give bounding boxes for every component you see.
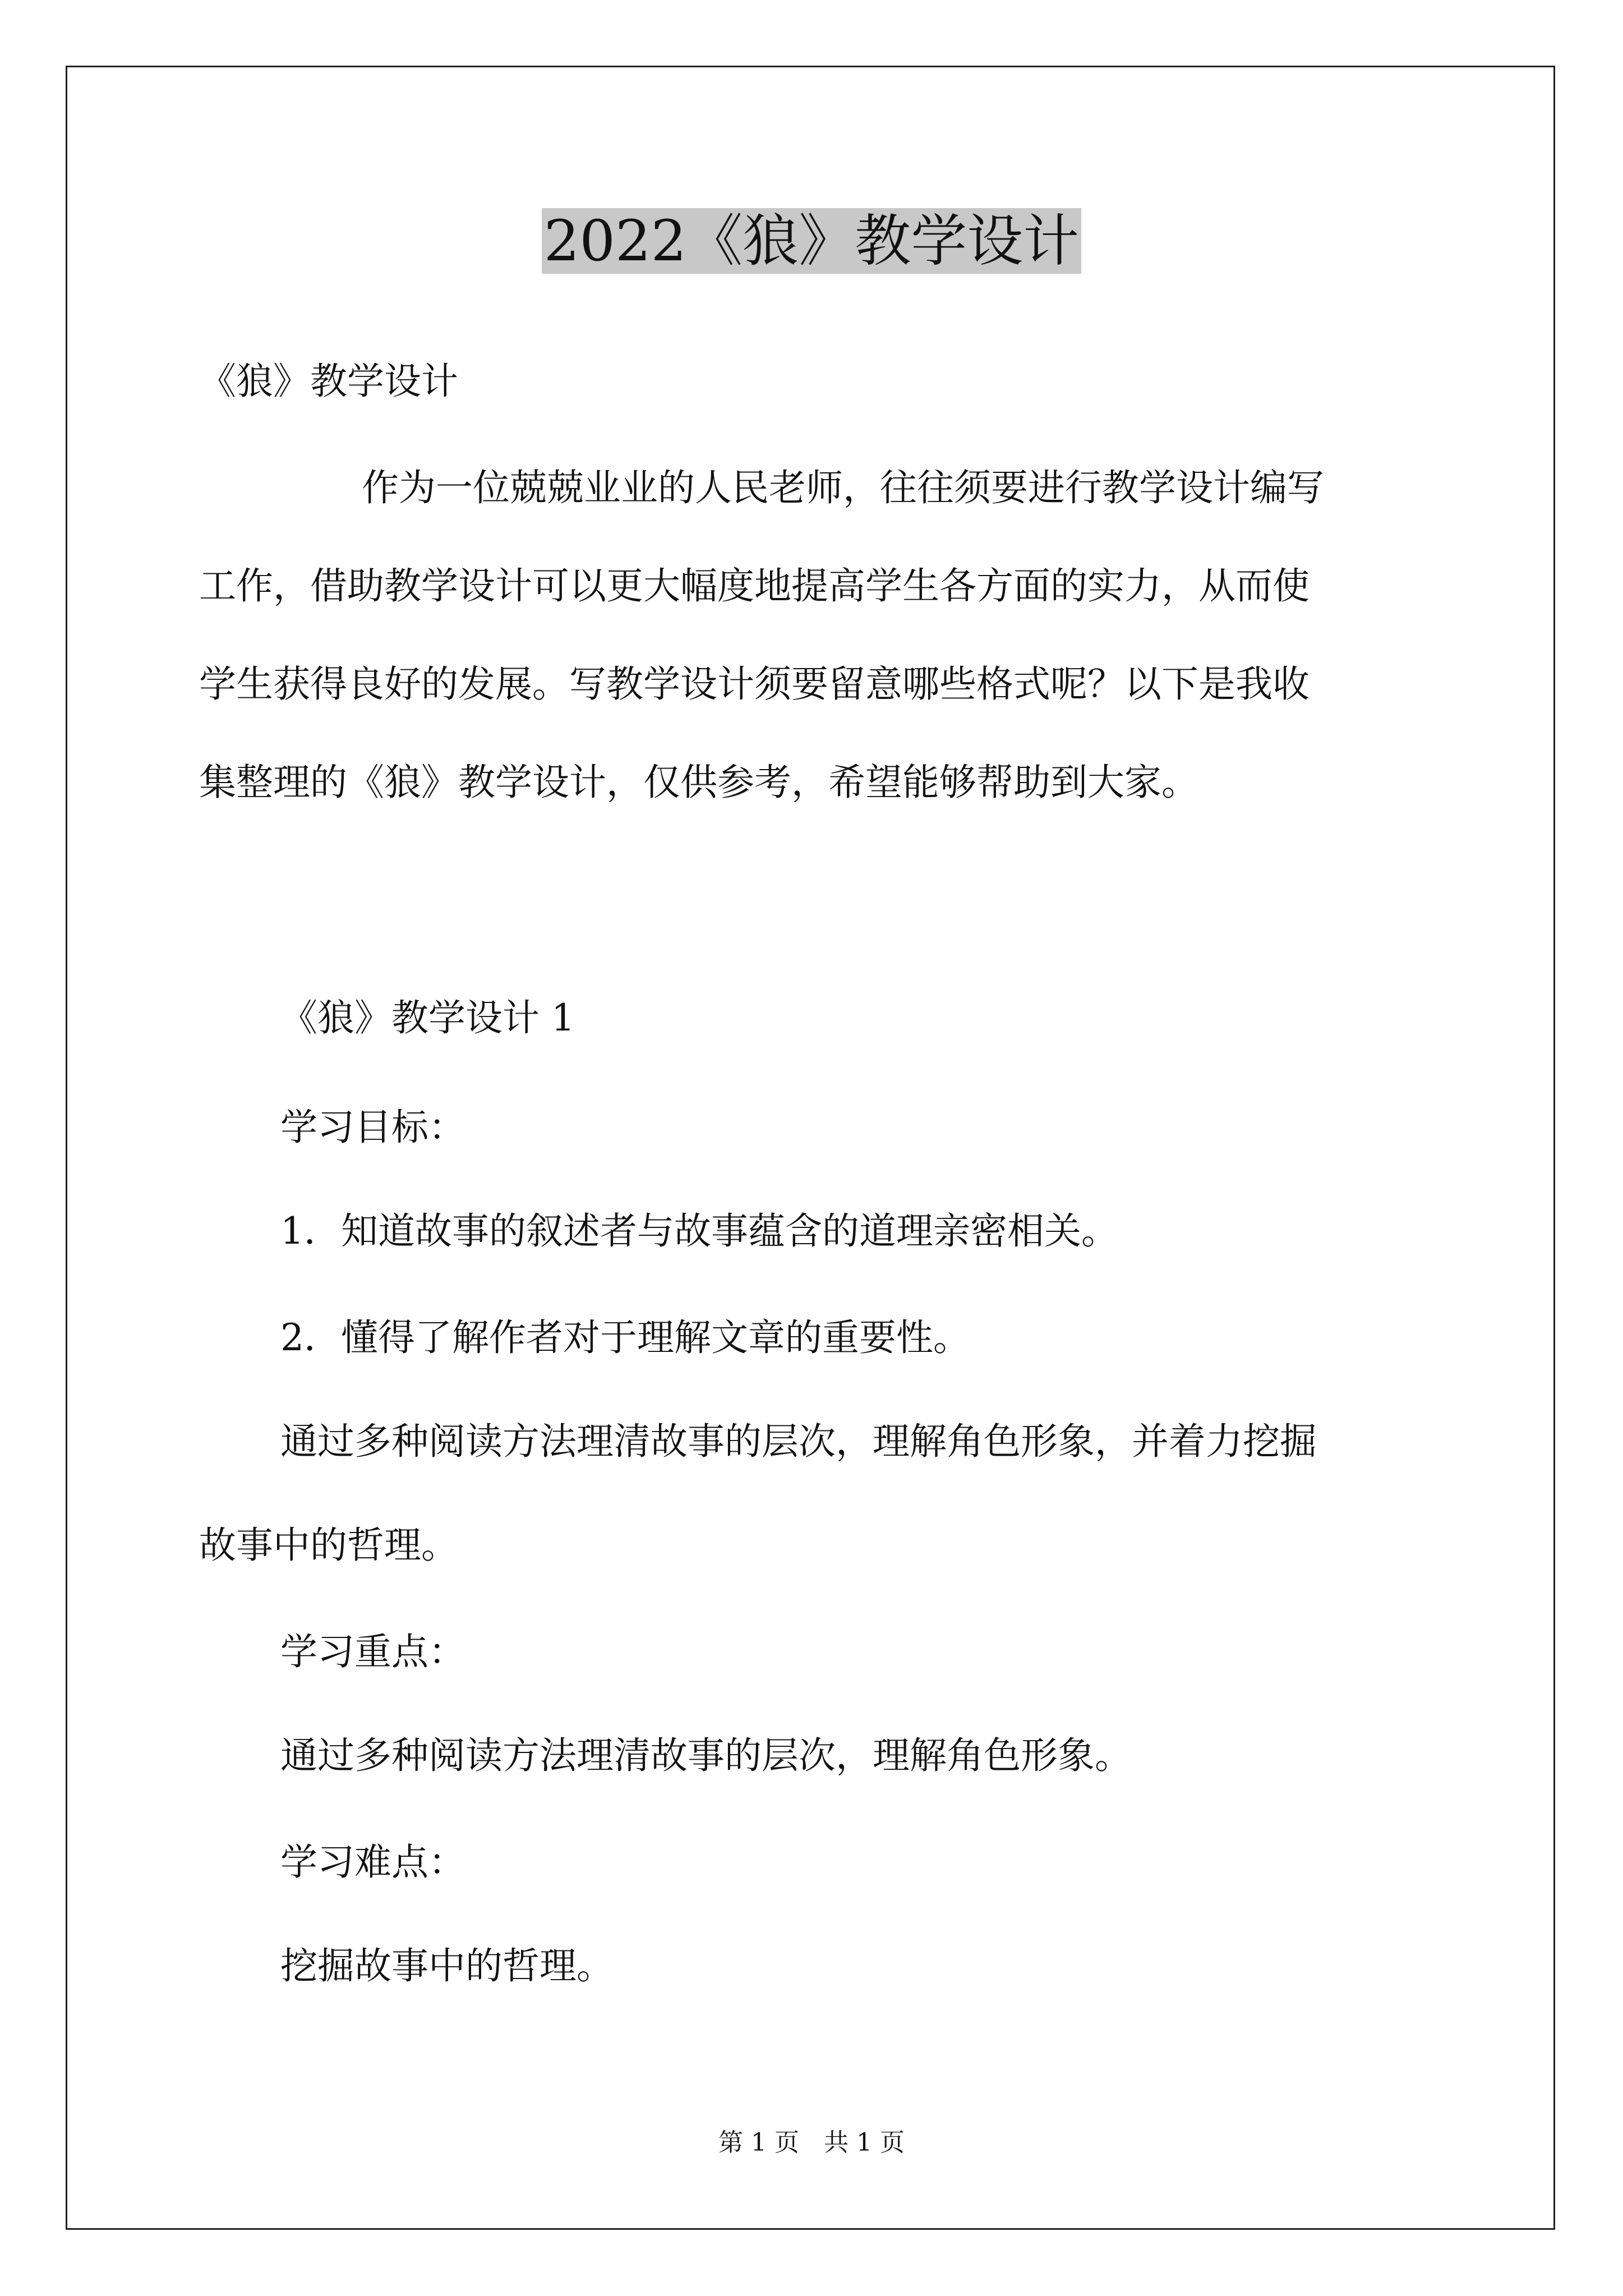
intro-line-1: 作为一位兢兢业业的人民老师，往往须要进行教学设计编写 xyxy=(362,466,1324,509)
intro-line-3: 学生获得良好的发展。写教学设计须要留意哪些格式呢？以下是我收 xyxy=(199,662,1310,706)
goal-2: 2．懂得了解作者对于理解文章的重要性。 xyxy=(280,1316,970,1359)
focus-label: 学习重点： xyxy=(280,1630,465,1673)
goal-3-line-1: 通过多种阅读方法理清故事的层次，理解角色形象，并着力挖掘 xyxy=(280,1420,1317,1463)
goal-3-line-2: 故事中的哲理。 xyxy=(199,1524,458,1567)
goals-label: 学习目标： xyxy=(280,1106,465,1149)
page-footer: 第 1 页 共 1 页 xyxy=(718,2128,905,2157)
focus-text: 通过多种阅读方法理清故事的层次，理解角色形象。 xyxy=(280,1734,1132,1777)
subtitle: 《狼》教学设计 xyxy=(199,360,458,403)
difficulty-label: 学习难点： xyxy=(280,1841,465,1884)
intro-line-4: 集整理的《狼》教学设计，仅供参考，希望能够帮助到大家。 xyxy=(199,761,1198,804)
section-title: 《狼》教学设计 1 xyxy=(280,996,575,1039)
document-title: 2022《狼》教学设计 xyxy=(0,202,1623,280)
difficulty-text: 挖掘故事中的哲理。 xyxy=(280,1944,614,1987)
intro-line-2: 工作，借助教学设计可以更大幅度地提高学生各方面的实力，从而使 xyxy=(199,564,1310,608)
goal-1: 1．知道故事的叙述者与故事蕴含的道理亲密相关。 xyxy=(280,1209,1118,1253)
